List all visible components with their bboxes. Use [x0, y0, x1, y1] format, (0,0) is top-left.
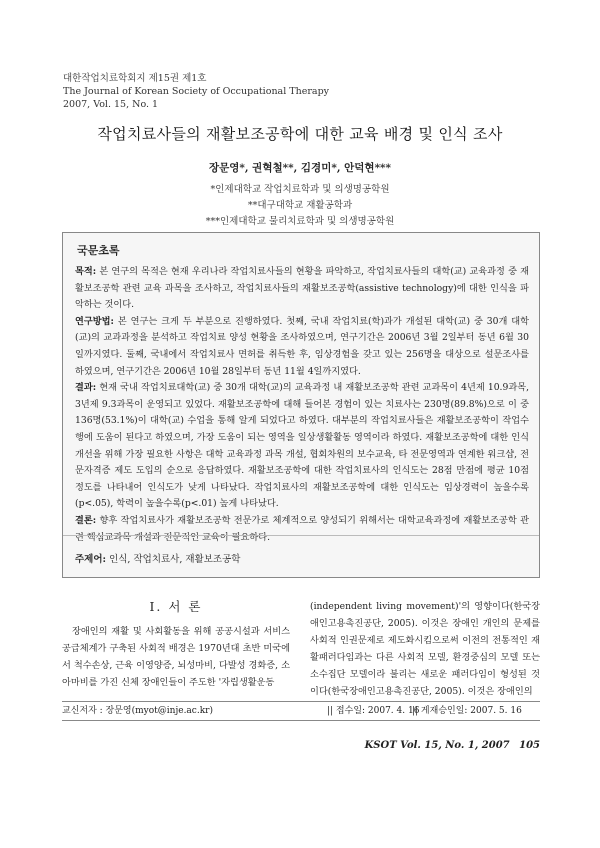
- affiliation-2: **대구대학교 재활공학과: [247, 200, 353, 211]
- section-heading-introduction: Ⅰ. 서 론: [149, 599, 203, 614]
- abstract-box: [62, 232, 540, 578]
- result-label: 결과:: [75, 382, 97, 394]
- body-column-left: [62, 598, 290, 691]
- affiliation-1: *인제대학교 작업치료학과 및 의생명공학원: [210, 184, 390, 195]
- conclusion-text: 향후 작업치료사가 재활보조공학 전문가로 체계적으로 양성되기 위해서는 대학교육과정에 재활보조공학 관련 핵심교과목 개설과 전문적인 교육이 필요하다.: [75, 514, 529, 543]
- keywords: [75, 551, 240, 565]
- accepted-date: || 게재승인일: 2007. 5. 16: [412, 706, 522, 716]
- keywords-label: 주제어:: [75, 554, 107, 565]
- corresponding-author: 교신저자 : 장문영(myot@inje.ac.kr): [62, 706, 213, 716]
- journal-english-name: The Journal of Korean Society of Occupational Therapy: [63, 86, 330, 97]
- journal-volume: 2007, Vol. 15, No. 1: [63, 99, 159, 110]
- footer-journal: KSOT Vol. 15, No. 1, 2007: [364, 740, 510, 751]
- keywords-divider: [63, 535, 539, 536]
- result-text: 현재 국내 작업치료대학(교) 중 30개 대학(교)의 교육과정 내 재활보조공학 관련 교과목이 4년제 10.9과목, 3년제 9.3과목이 운영되고 있었다. 재활보조공학에 대해 들어본 경험이 있는 치료사는 230명(89.8%)으로 이 중 136명(53.1%)이 대학(교) 수업을 통해 알게 되었다고 하였다. 대부분의 작업치료사들은 재활보조공학이 작업수행에 도움이 된다고 하였으며, 가장 도움이 되는 영역을 일상생활활동 영역이라 하였다. 재활보조공학에 대한 인식 개선을 위해 가장 필요한 사항은 대학 교육과정 과목 개설, 협회차원의 보수교육, 타 전문영역과 연계한 워크샵, 전문자격증 제도 도입의 순으로 응답하였다. 재활보조공학에 대한 작업치료사의 인식도는 28점 만점에 평균 10점 정도를 나타내어 인식도가 낮게 나타났다. 작업치료사의 재활보조공학에 대한 인식도는 임상경력이 높을수록(p<.05), 학력이 높을수록(p<.01) 높게 나타났다.: [75, 382, 529, 510]
- abstract-purpose: [75, 264, 529, 314]
- body-paragraph-left: 장애인의 재활 및 사회활동을 위해 공공시설과 서비스공급체계가 구축된 사회적 배경은 1970년대 초반 미국에서 척수손상, 근육 이영양증, 뇌성마비, 다발성 경화증, 소아마비를 가진 신체 장애인들이 주도한 '자립생활운동: [62, 626, 290, 688]
- abstract-heading: 국문초록: [77, 244, 120, 257]
- received-date: || 접수일: 2007. 4. 16: [327, 706, 420, 716]
- paper-title: 작업치료사들의 재활보조공학에 대한 교육 배경 및 인식 조사: [97, 125, 503, 143]
- method-label: 연구방법:: [75, 315, 114, 327]
- page-number: 105: [519, 740, 540, 751]
- abstract-result: [75, 380, 529, 513]
- abstract-body: [75, 264, 529, 546]
- page-footer: [365, 740, 540, 751]
- body-paragraph-right: (independent living movement)'의 영향이다(한국장애인고용촉진공단, 2005). 이것은 장애인 개인의 문제를 사회적 인권문제로 제도화시킴으로써 이전의 전통적인 재활패러다임과는 다른 사회적 모델, 환경중심의 모델 또는 소수집단 모델이라 불리는 새로운 패러다임이 형성된 것이다(한국장애인고용촉진공단, 2005). 이것은 장애인의: [310, 601, 540, 697]
- abstract-method: [75, 314, 529, 380]
- purpose-label: 목적:: [75, 266, 97, 277]
- body-column-right: [310, 598, 540, 700]
- correspondence-bar: [62, 701, 540, 721]
- author-list: 장문영*, 권혁철**, 김경미*, 안덕현***: [208, 162, 392, 174]
- purpose-text: 본 연구의 목적은 현재 우리나라 작업치료사들의 현황을 파악하고, 작업치료사들의 대학(교) 교육과정 중 재활보조공학 관련 교육 과목을 조사하고, 작업치료사들의 재활보조공학(assistive technology)에 대한 인식을 파악하는 것이다.: [75, 266, 529, 311]
- abstract-conclusion: [75, 513, 529, 546]
- conclusion-label: 결론:: [75, 514, 97, 526]
- method-text: 본 연구는 크게 두 부분으로 진행하였다. 첫째, 국내 작업치료(학)과가 개설된 대학(교) 중 30개 대학(교)의 교과과정을 분석하고 작업치료 양성 현황을 조사하였으며, 연구기간은 2006년 3월 2일부터 동년 6월 30일까지였다. 둘째, 국내에서 작업치료사 면허를 취득한 후, 임상경험을 갖고 있는 256명을 대상으로 설문조사를 하였으며, 연구기간은 2006년 10월 28일부터 동년 11월 4일까지였다.: [75, 315, 529, 377]
- journal-korean-name: 대한작업치료학회지 제15권 제1호: [63, 73, 207, 84]
- keywords-text: 인식, 작업치료사, 재활보조공학: [106, 554, 241, 565]
- affiliation-3: ***인제대학교 물리치료학과 및 의생명공학원: [205, 216, 395, 227]
- journal-info: [63, 72, 329, 111]
